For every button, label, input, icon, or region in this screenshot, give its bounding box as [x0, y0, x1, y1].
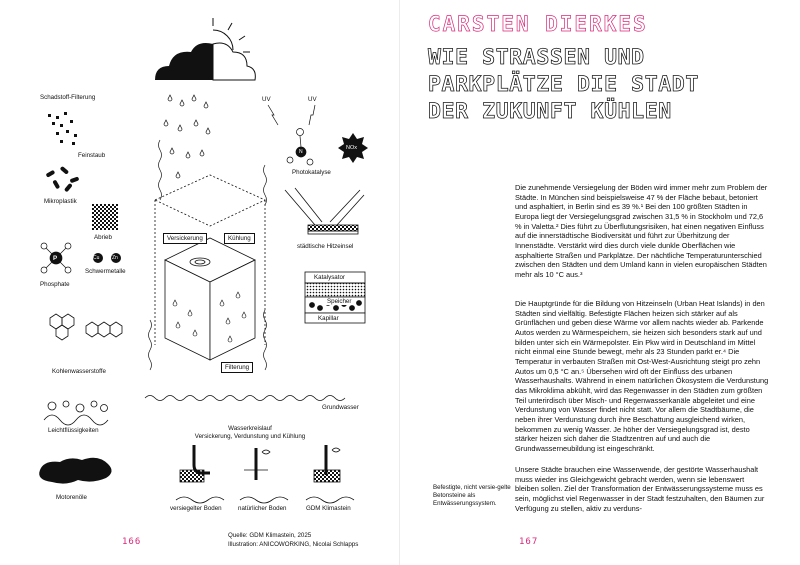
label-schwermetalle: Schwermetalle: [85, 268, 126, 275]
article-title: [428, 44, 778, 125]
label-natuerlicher-boden: natürlicher Boden: [238, 505, 287, 512]
label-p-symbol: P: [53, 255, 58, 262]
label-uv-2: UV: [308, 96, 317, 103]
label-wasserkreislauf-sub: Versickerung, Verdunstung und Kühlung: [194, 433, 306, 440]
label-phosphate: Phosphate: [40, 281, 70, 288]
tag-filterung: Filterung: [221, 362, 253, 373]
fine-dust-icon: [48, 112, 77, 145]
credit-source: Quelle: GDM Klimastein, 2025: [228, 532, 312, 539]
page-number-left: 166: [122, 537, 142, 547]
label-cu: Cu: [93, 255, 100, 261]
gdm-stone-icon: [306, 445, 354, 503]
author-name: CARSTEN DIERKES: [428, 12, 648, 36]
groundwater-wave: [145, 396, 345, 401]
body-paragraph: Die Hauptgründe für die Bildung von Hitzeinseln (Urban Heat Islands) in den Städten sind vielfältig. Befestigte Flächen heizen sich stärker auf als Grünflächen und geben diese Wärme vor allem nachts wieder ab. Parkende Autos werden zu Wärmespeichern, sie heizen sich besonders stark auf und bilden unter sich ein Wärmepolster. Ein Pkw wird in Deutschland im Mittel nicht einmal eine Stunde bewegt, mehr als 23 Stunden parkt er.⁴ Die Temperatur in verbauten Straßen mit Ost-West-Ausrichtung steigt pro zehn Autos um 0,5 °C an.⁵ Übersehen wird oft der Einfluss des urbanen Wasserhaushalts. Während in einem natürlichen Ökosystem die Verdunstung das Mikroklima abkühlt, wird das Regenwasser in den Städten zum größten Teil unterirdisch über Misch- und Regenwasserkanäle abgeleitet und eine Verdunstung von Wasser findet nicht statt. Vor allem die Stadtbäume, die neben ihrer Verdunstung durch ihre Beschattung ausgleichend wirken, bekommen zu wenig Wasser. Je höher der Versiegelungsgrad ist, desto stärker heizen sich daher die Stadtzentren auf und auch die Grundwasserneubildung ist eingeschränkt.: [515, 299, 769, 453]
photocatalysis-icon: [268, 105, 315, 165]
title-line: PARKPLÄTZE DIE STADT: [428, 72, 699, 97]
label-wasserkreislauf: Wasserkreislauf: [228, 425, 272, 432]
hydrocarbon-icon: [50, 314, 122, 340]
label-hitzeinsel: städtische Hitzeinsel: [297, 243, 354, 250]
label-gdm-klimastein: GDM Klimastein: [306, 505, 351, 512]
label-n-symbol: N: [299, 149, 303, 155]
heat-island-icon: [285, 188, 364, 234]
page-number-right: 167: [519, 537, 539, 547]
sealed-ground-icon: [176, 445, 224, 503]
title-line: DER ZUKUNFT KÜHLEN: [428, 99, 672, 124]
label-uv-1: UV: [262, 96, 271, 103]
label-nox: NOx: [346, 145, 357, 151]
cloud-icon: [155, 43, 255, 80]
abrasion-icon: [92, 204, 118, 230]
label-kohlenwasserstoffe: Kohlenwasserstoffe: [52, 368, 106, 375]
label-schadstoff-filterung: Schadstoff-Filterung: [40, 94, 96, 101]
motor-oil-icon: [39, 458, 111, 484]
label-katalysator: Katalysator: [314, 274, 345, 281]
label-zn: Zn: [112, 255, 118, 261]
side-caption: Befestigte, nicht versie-gelte Betonsteine als Entwässerungssystem.: [433, 484, 511, 507]
label-leichtfluessigkeiten: Leichtflüssigkeiten: [48, 427, 99, 434]
label-motorenoele: Motorenöle: [56, 494, 87, 501]
label-kapillar: Kapillar: [318, 315, 339, 322]
body-paragraph: Die zunehmende Versiegelung der Böden wird immer mehr zum Problem der Städte. In München sind beispielsweise 47 % der Fläche bebaut, betoniert und asphaltiert, in Berlin sind es 39 %.¹ Bei den 100 größten Städten in Europa liegt der Versiegelungsgrad zwischen 31,5 % in Stockholm und 72,6 % in Valetta.² Dies führt zu Überflutungsrisiken, hat einen negativen Einfluss auf die innerstädtische Biodiversität und führt zur Überhitzung der Innenstädte. Verstärkt wird dies durch viele dunkle Oberflächen wie asphaltierte Straßen und Parkplätze. Der nächtliche Temperaturunterschied zwischen den Städten und dem Umland kann in vielen europäischen Städten mehr als 10 °C aus.³: [515, 183, 768, 279]
natural-ground-icon: [240, 448, 288, 503]
label-abrieb: Abrieb: [94, 234, 112, 241]
label-versiegelter-boden: versiegelter Boden: [170, 505, 222, 512]
stone-block: [155, 175, 265, 360]
credit-illustration: Illustration: ANICOWORKING, Nicolai Schlapps: [228, 541, 359, 548]
title-line: WIE STRASSEN UND: [428, 45, 645, 70]
light-liquids-icon: [44, 401, 108, 425]
microplastic-icon: [46, 166, 80, 192]
label-mikroplastik: Mikroplastik: [44, 198, 77, 205]
rain-drops: [164, 95, 210, 178]
tag-versickerung: Versickerung: [163, 233, 207, 244]
label-photokatalyse: Photokatalyse: [292, 169, 331, 176]
tag-kuehlung: Kühlung: [224, 233, 255, 244]
label-speicher: Speicher: [327, 298, 352, 305]
body-paragraph: Unsere Städte brauchen eine Wasserwende, der gestörte Wasserhaushalt muss wieder ins Gleichgewicht gebracht werden, wenn sie lebenswert bleiben sollen. Ziel der Transformation der Entwässerungssysteme muss es sein, möglichst viel Regenwasser in der Stadt festzuhalten, den Bäumen zur Verfügung zu stellen, aktiv zu verduns-: [515, 465, 765, 513]
label-grundwasser: Grundwasser: [322, 404, 359, 411]
label-feinstaub: Feinstaub: [78, 152, 106, 159]
